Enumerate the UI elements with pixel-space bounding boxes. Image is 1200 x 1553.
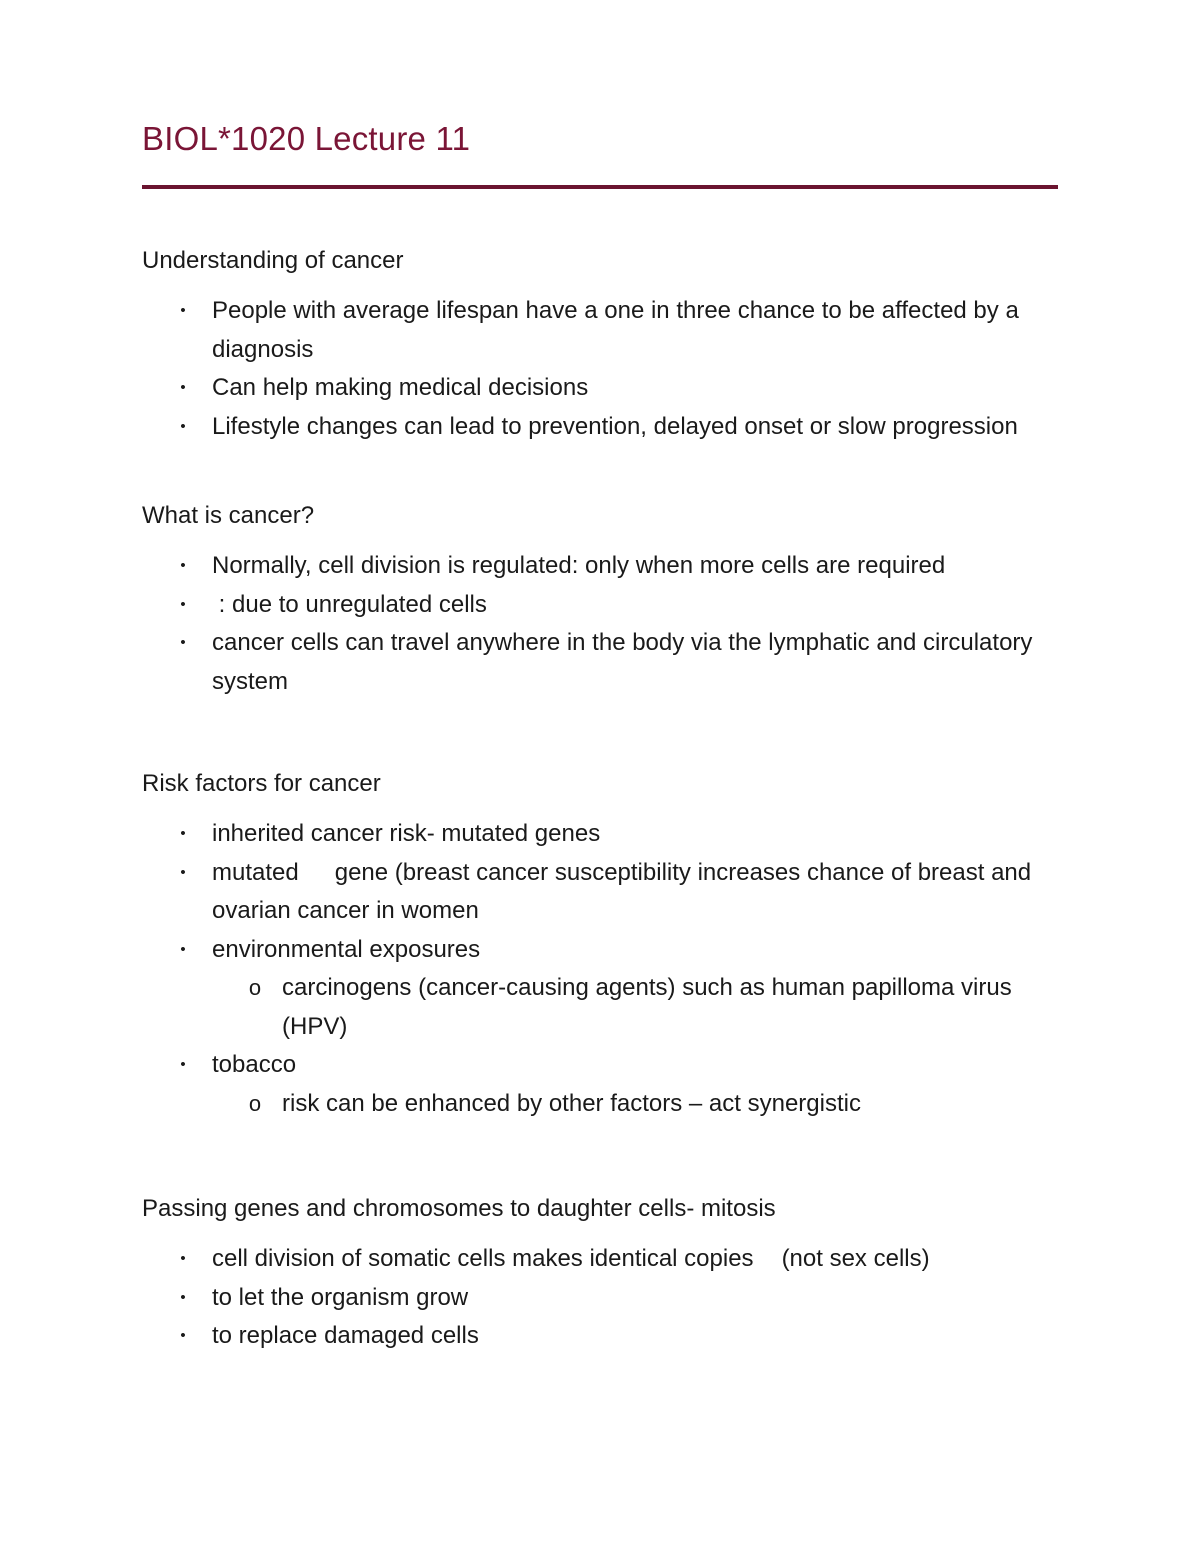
- bullet-list: [142, 292, 1082, 446]
- section-heading: Risk factors for cancer: [142, 770, 381, 797]
- list-item-text-after: (not sex cells): [781, 1245, 930, 1272]
- bullet-icon: •: [180, 379, 186, 396]
- list-item: [142, 1240, 1082, 1279]
- bullet-icon: •: [180, 1056, 186, 1073]
- bullet-icon: •: [180, 302, 186, 319]
- list-item: [142, 624, 1082, 701]
- list-item: [142, 586, 1082, 625]
- bullet-icon: •: [180, 825, 186, 842]
- sub-bullet-list: [212, 969, 1082, 1046]
- list-item-text: cancer cells can travel anywhere in the body via the lymphatic and circulatory system: [212, 629, 1033, 695]
- list-item-text: Lifestyle changes can lead to prevention, delayed onset or slow progression: [212, 412, 1018, 440]
- list-item: [142, 1279, 1082, 1318]
- bullet-icon: •: [180, 1288, 186, 1306]
- sub-list-item-text: carcinogens (cancer-causing agents) such as human papilloma virus (HPV): [282, 974, 1012, 1040]
- list-item: [142, 1317, 1082, 1356]
- list-item-text: to replace damaged cells: [212, 1322, 479, 1349]
- list-item: [142, 547, 1082, 586]
- list-item-text-after: gene (breast cancer susceptibility increases chance of breast and ovarian cancer in women: [212, 858, 1032, 924]
- section-heading: Passing genes and chromosomes to daughter cells- mitosis: [142, 1195, 776, 1222]
- bullet-icon: •: [180, 595, 186, 613]
- section-heading: What is cancer?: [142, 502, 315, 529]
- bullet-icon: •: [180, 863, 186, 881]
- sub-list-item-text: risk can be enhanced by other factors – act synergistic: [282, 1089, 861, 1117]
- title-divider: [142, 185, 1058, 189]
- list-item-text: People with average lifespan have a one in three chance to be affected by a diagnosis: [212, 297, 1019, 363]
- section-heading: Understanding of cancer: [142, 247, 404, 274]
- page-title: BIOL*1020 Lecture 11: [142, 120, 471, 157]
- section-understanding-cancer: [142, 242, 1082, 446]
- bullet-icon: •: [180, 1250, 186, 1267]
- list-item-text: to let the organism grow: [212, 1283, 469, 1311]
- sub-bullet-icon: o: [248, 975, 262, 1000]
- list-item: [142, 1046, 1082, 1123]
- list-item-text: Normally, cell division is regulated: only when more cells are required: [212, 552, 946, 579]
- list-item-text: environmental exposures: [212, 935, 481, 963]
- list-item: [142, 815, 1082, 854]
- bullet-list: [142, 1240, 1082, 1356]
- list-item-text: inherited cancer risk- mutated genes: [212, 820, 601, 847]
- bullet-list: [142, 547, 1082, 701]
- list-item-text: : due to unregulated cells: [212, 590, 487, 618]
- list-item-text-before: mutated: [212, 858, 299, 886]
- section-what-is-cancer: [142, 497, 1082, 701]
- bullet-icon: •: [180, 1327, 186, 1344]
- sub-list-item: [212, 969, 1082, 1046]
- bullet-list: [142, 815, 1082, 1123]
- sub-list-item: [212, 1085, 1082, 1124]
- list-item-text-before: cell division of somatic cells makes identical copies: [212, 1245, 754, 1272]
- bullet-icon: •: [180, 940, 186, 958]
- list-item: [142, 408, 1082, 447]
- list-item: [142, 854, 1082, 931]
- list-item: [142, 931, 1082, 1047]
- list-item: [142, 292, 1082, 369]
- section-mitosis: [142, 1190, 1082, 1356]
- list-item-text: Can help making medical decisions: [212, 374, 589, 401]
- sub-bullet-icon: o: [248, 1090, 262, 1116]
- sub-bullet-list: [212, 1085, 1082, 1124]
- list-item: [142, 369, 1082, 408]
- bullet-icon: •: [180, 557, 186, 574]
- bullet-icon: •: [180, 417, 186, 435]
- bullet-icon: •: [180, 634, 186, 651]
- list-item-text: tobacco: [212, 1051, 297, 1078]
- section-risk-factors: [142, 765, 1082, 1123]
